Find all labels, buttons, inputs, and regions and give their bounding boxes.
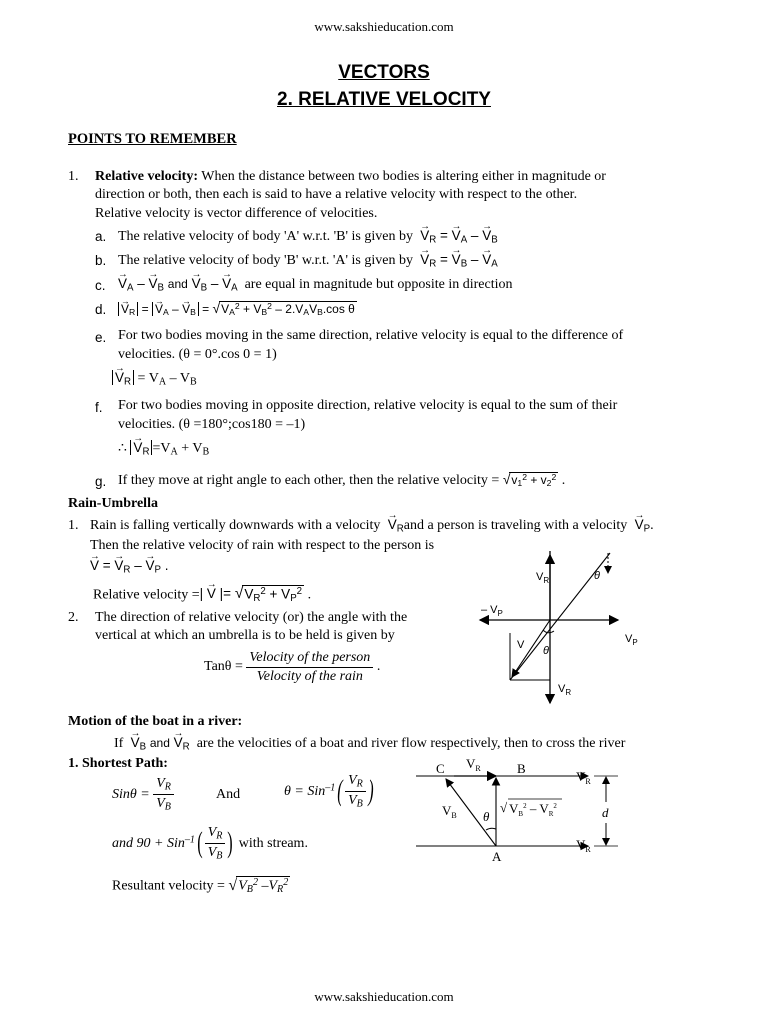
item-c-text: are equal in magnitude but opposite in direction	[244, 277, 513, 292]
diagram-vb-label: $V_B$	[442, 803, 457, 820]
point-1-line3: Relative velocity is vector difference of velocities.	[95, 206, 378, 221]
theta-arcsin-formula: θ = Sin$^{-1}$( $\frac{V_R}{V_B}$ )	[284, 773, 374, 810]
point-b-label: B	[517, 761, 526, 776]
tan-numerator: Velocity of the person	[246, 649, 373, 668]
sin-theta-formula: Sinθ = $\frac{V_R}{V_B}$	[112, 775, 174, 814]
item-a-formula: → $V_R$ = → $V_A$ – → $V_B$	[416, 228, 497, 243]
item-g-marker: g.	[95, 474, 107, 489]
site-url-bottom[interactable]: www.sakshieducation.com	[314, 989, 454, 1004]
chapter-title: VECTORS	[338, 62, 430, 83]
diagram-vr-top-label: $V_R$	[466, 756, 481, 773]
item-b-text: The relative velocity of body 'B' w.r.t. 'A' is given by	[118, 253, 413, 268]
item-d-marker: d.	[95, 302, 107, 317]
rain-p1-number: 1.	[68, 518, 79, 533]
rain-relative-velocity: Relative velocity =| → V |= $√V_R^2 + V_P^2$ .	[93, 585, 311, 604]
rain-relative-vector: → V = → $V_R$ – → $V_P$ .	[90, 558, 168, 575]
item-a	[118, 228, 498, 245]
diagram-theta-bottom: θ	[543, 645, 549, 657]
diagram-v-label: V	[517, 639, 525, 651]
point-1-line2: direction or both, then each is said to have a relative velocity with respect to the other.	[95, 187, 578, 202]
rain-p2-number: 2.	[68, 610, 79, 625]
boat-heading: Motion of the boat in a river:	[68, 714, 243, 729]
point-1-line1-text: When the distance between two bodies is altering either in magnitude or	[201, 169, 606, 184]
item-g: If they move at right angle to each other, then the relative velocity = $√v_1^2 + v_2^2$ .	[118, 472, 566, 489]
item-c-formula: → $V_A$ – → $V_B$ and → $V_B$ – → $V_A$	[118, 276, 238, 291]
diagram-sqrt-label	[500, 799, 562, 818]
item-e-formula: → $V_R = V_A - V_B$	[112, 370, 197, 388]
boat-intro: $If \to V_B$ and → $V_R$ are the velocities of a boat and river flow respectively, then to cross the river	[114, 735, 625, 752]
topic-title: 2. RELATIVE VELOCITY	[277, 89, 491, 110]
svg-text:√: √	[500, 800, 508, 815]
point-1-number: 1.	[68, 169, 79, 184]
item-a-text: The relative velocity of body 'A' w.r.t. 'B' is given by	[118, 229, 413, 244]
point-c-label: C	[436, 761, 445, 776]
point-a-label: A	[492, 849, 502, 864]
diagram-vr-right-bottom-label: $V_R$	[576, 837, 591, 854]
item-f-marker: f.	[95, 400, 103, 415]
diagram-vr-label: $V_R$	[536, 571, 550, 585]
stream-angle-formula: and 90 + Sin$^{-1}$( $\frac{V_R}{V_B}$ ) with stream.	[112, 825, 308, 862]
svg-text:VB2 – VR2: $V_B^2 - V_R^2$	[509, 801, 557, 818]
diagram-theta-label: θ	[483, 809, 490, 824]
shortest-path-heading: 1. Shortest Path:	[68, 756, 168, 771]
item-b-formula: → $V_R$ = → $V_B$ – → $V_A$	[416, 252, 497, 267]
point-1-line1	[95, 169, 606, 185]
item-c	[118, 276, 512, 293]
item-f-line1: For two bodies moving in opposite direction, relative velocity is equal to the sum of their	[118, 398, 618, 413]
rain-p2-line1: The direction of relative velocity (or) the angle with the	[95, 610, 408, 625]
resultant-velocity: Resultant velocity = $√V_B^2$ $-V_R^2$	[112, 876, 289, 896]
diagram-vr-bottom-label: $V_R$	[558, 683, 572, 697]
rain-umbrella-heading: Rain-Umbrella	[68, 496, 158, 511]
item-e-line2: velocities. (θ = 0°.cos 0 = 1)	[118, 347, 277, 362]
diagram-neg-vp-label: – $V_P$	[481, 604, 503, 618]
item-g-text: If they move at right angle to each other, then the relative velocity =	[118, 473, 500, 488]
diagram-vp-label: $V_P$	[625, 633, 638, 647]
item-a-marker: a.	[95, 229, 107, 244]
relative-velocity-term: Relative velocity:	[95, 169, 199, 184]
width-d-label: d	[602, 805, 609, 820]
item-e-marker: e.	[95, 330, 107, 345]
rain-umbrella-diagram	[470, 545, 650, 710]
site-url-top[interactable]: www.sakshieducation.com	[314, 19, 454, 34]
item-b	[118, 252, 498, 269]
rain-p1-line1: Rain is falling vertically downwards with a velocity → $V_Rand$ a person is traveling with a velocity → $V_P$.	[90, 517, 654, 534]
and-word: And	[216, 787, 241, 802]
tan-formula: Tanθ = $\frac{\text{Velocity of the person}}{\text{Velocity of the rain}}$ .	[204, 650, 381, 684]
item-e-line1: For two bodies moving in the same direction, relative velocity is equal to the difference of	[118, 328, 624, 343]
diagram-vr-right-top-label: $V_R$	[576, 769, 591, 786]
tan-denominator: Velocity of the rain	[256, 668, 363, 684]
rain-p1-line2: Then the relative velocity of rain with respect to the person is	[90, 538, 435, 553]
rain-p2-line2: vertical at which an umbrella is to be held is given by	[95, 628, 395, 643]
item-c-marker: c.	[95, 278, 106, 293]
item-f-formula: ∴ → $V_R =V_A + V_B$	[118, 440, 209, 458]
diagram-theta-top: θ	[594, 570, 600, 582]
item-d-formula: → $V_R$ = → $V_A$ – → $V_B = √V_A^2 + V_B^2 - 2.V_AV_B.\cos$ θ	[118, 301, 357, 318]
item-f-line2: velocities. (θ =180°;cos180 = –1)	[118, 417, 306, 432]
boat-river-diagram	[416, 757, 631, 867]
points-heading: POINTS TO REMEMBER	[68, 131, 237, 147]
item-b-marker: b.	[95, 253, 107, 268]
